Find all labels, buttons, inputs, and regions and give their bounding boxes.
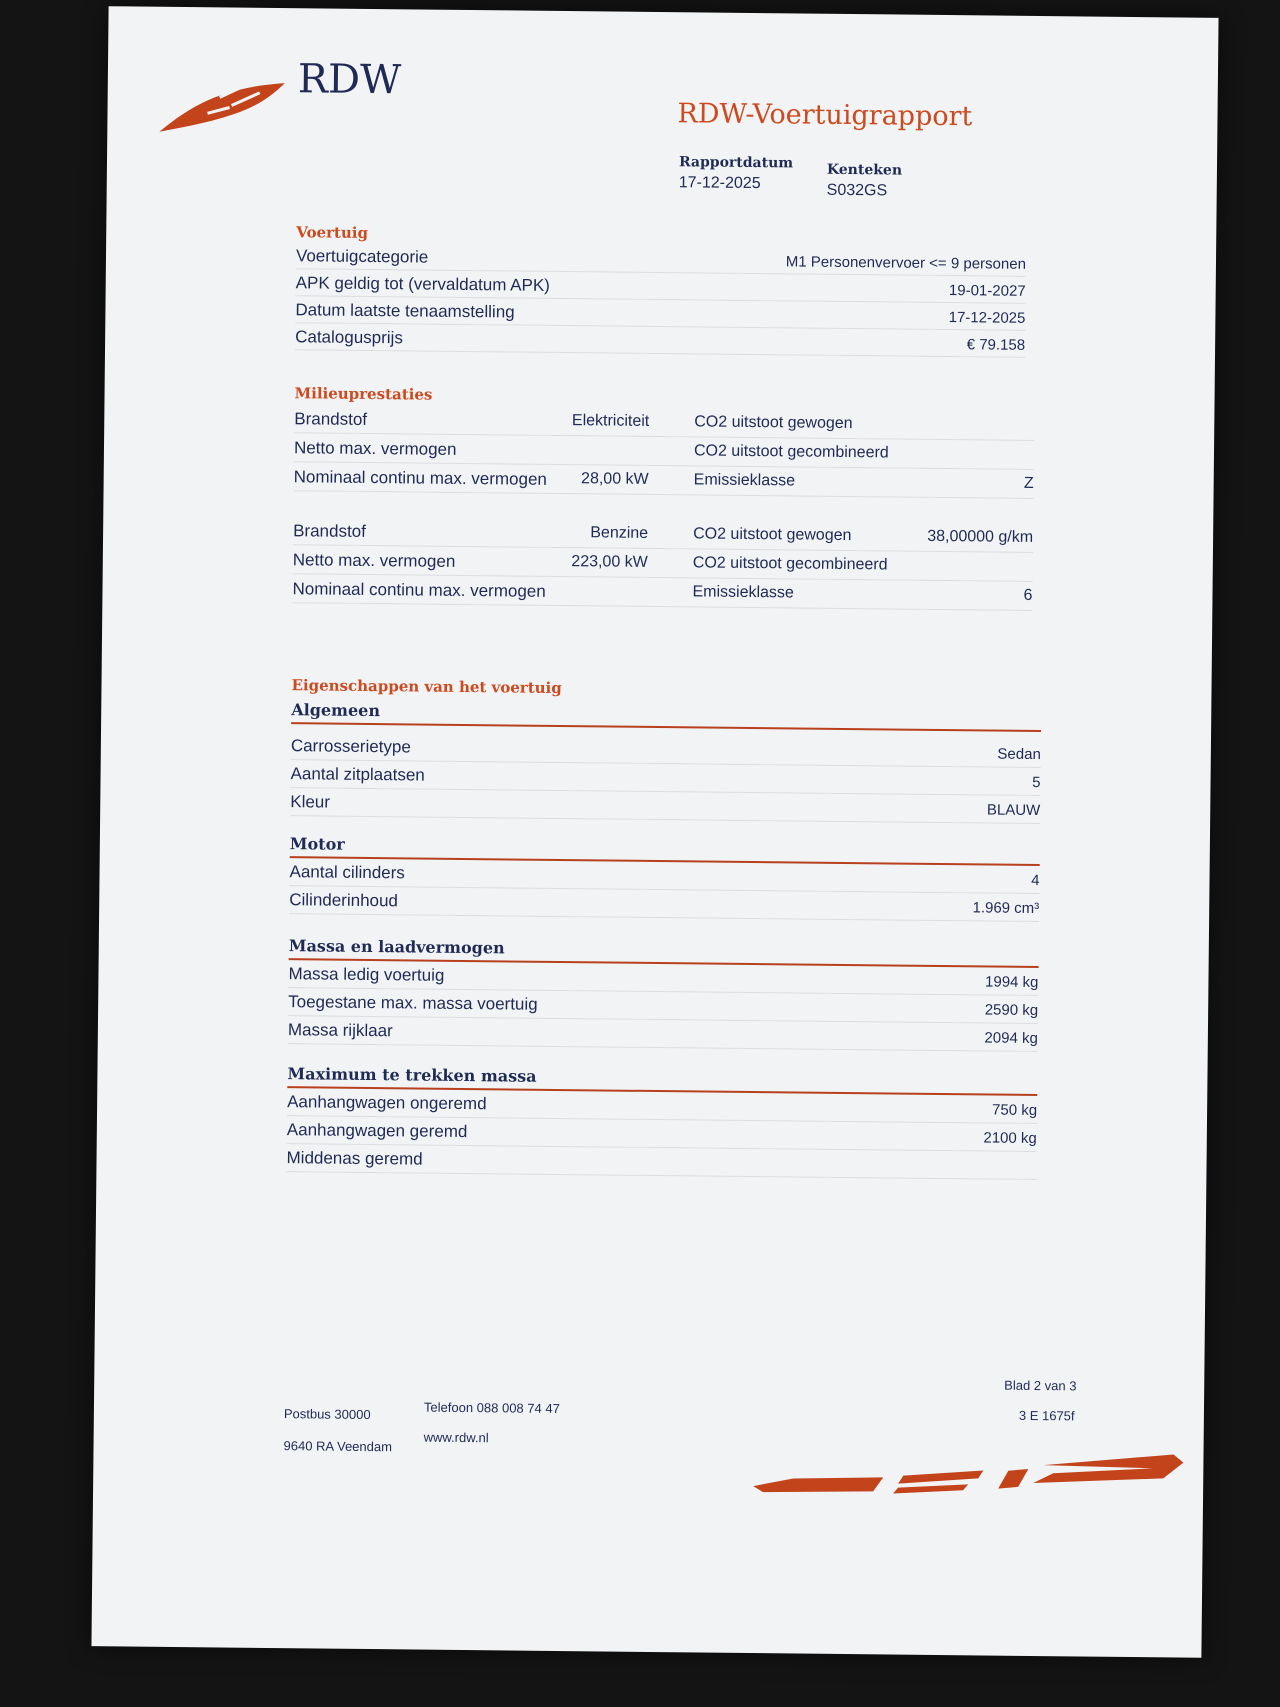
subsection-towing-title: Maximum te trekken massa [287, 1064, 1037, 1096]
table-row: Kleur BLAUW [290, 790, 1040, 824]
environment-electric-table [294, 404, 1035, 499]
table-row: Massa ledig voertuig 1994 kg [288, 962, 1038, 996]
rdw-logo-icon [159, 67, 290, 138]
towing-table [286, 1090, 1037, 1182]
table-row: Netto max. vermogen 223,00 kW CO2 uitstoot gecombineerd [293, 545, 1033, 582]
table-row: Toegestane max. massa voertuig 2590 kg [288, 990, 1038, 1024]
table-row: Catalogusprijs € 79.158 [295, 325, 1025, 358]
table-row: Carrosserietype Sedan [291, 734, 1041, 768]
table-row: Massa rijklaar 2094 kg [288, 1018, 1038, 1052]
footer-pobox: Postbus 30000 [283, 1406, 371, 1423]
report-date-block [679, 154, 794, 193]
mass-table [288, 962, 1039, 1054]
subsection-general-title: Algemeen [291, 700, 1041, 732]
table-row: Aanhangwagen geremd 2100 kg [287, 1118, 1037, 1152]
subsection-engine-title: Motor [290, 834, 1040, 866]
plate-value: S032GS [826, 181, 888, 200]
report-page [91, 6, 1218, 1658]
table-row: Brandstof Benzine CO2 uitstoot gewogen 38,00000 g/km [293, 516, 1033, 553]
table-row: Netto max. vermogen CO2 uitstoot gecombineerd [294, 433, 1034, 470]
table-row: Aantal cilinders 4 [289, 860, 1039, 894]
vehicle-table [295, 244, 1026, 360]
table-row: Voertuigcategorie M1 Personenvervoer <= 9 personen [296, 244, 1026, 277]
logo-text: RDW [297, 56, 402, 104]
plate-block [827, 162, 903, 201]
footer-doc-code: 3 E 1675f [1018, 1407, 1075, 1424]
table-row: Brandstof Elektriciteit CO2 uitstoot gewogen [294, 404, 1034, 441]
section-environment-title: Milieuprestaties [294, 384, 433, 404]
table-row: Aantal zitplaatsen 5 [290, 762, 1040, 796]
footer-phone: Telefoon 088 008 74 47 [423, 1399, 560, 1417]
report-date-label: Rapportdatum [678, 154, 794, 172]
table-row: Nominaal continu max. vermogen Emissieklasse 6 [292, 574, 1032, 611]
table-row: Datum laatste tenaamstelling 17-12-2025 [295, 298, 1025, 331]
table-row: Cilinderinhoud 1.969 cm³ [289, 888, 1039, 922]
report-date-value: 17-12-2025 [678, 174, 761, 193]
report-title: RDW-Voertuigrapport [677, 98, 973, 133]
subsection-mass-title: Massa en laadvermogen [289, 936, 1039, 968]
general-table [290, 734, 1041, 826]
table-row: Nominaal continu max. vermogen 28,00 kW Emissieklasse Z [294, 462, 1034, 499]
footer-page-number: Blad 2 van 3 [1004, 1377, 1077, 1394]
table-row: APK geldig tot (vervaldatum APK) 19-01-2027 [296, 271, 1026, 304]
footer-website[interactable]: www.rdw.nl [423, 1429, 489, 1446]
footer-city: 9640 RA Veendam [283, 1438, 393, 1455]
table-row: Middenas geremd [286, 1146, 1036, 1180]
section-properties-title: Eigenschappen van het voertuig [291, 676, 562, 698]
decorative-stripes-icon [753, 1438, 1194, 1503]
section-vehicle-title: Voertuig [296, 223, 369, 242]
engine-table [289, 860, 1040, 924]
table-row: Aanhangwagen ongeremd 750 kg [287, 1090, 1037, 1124]
environment-petrol-table [292, 516, 1033, 611]
plate-label: Kenteken [826, 161, 903, 179]
